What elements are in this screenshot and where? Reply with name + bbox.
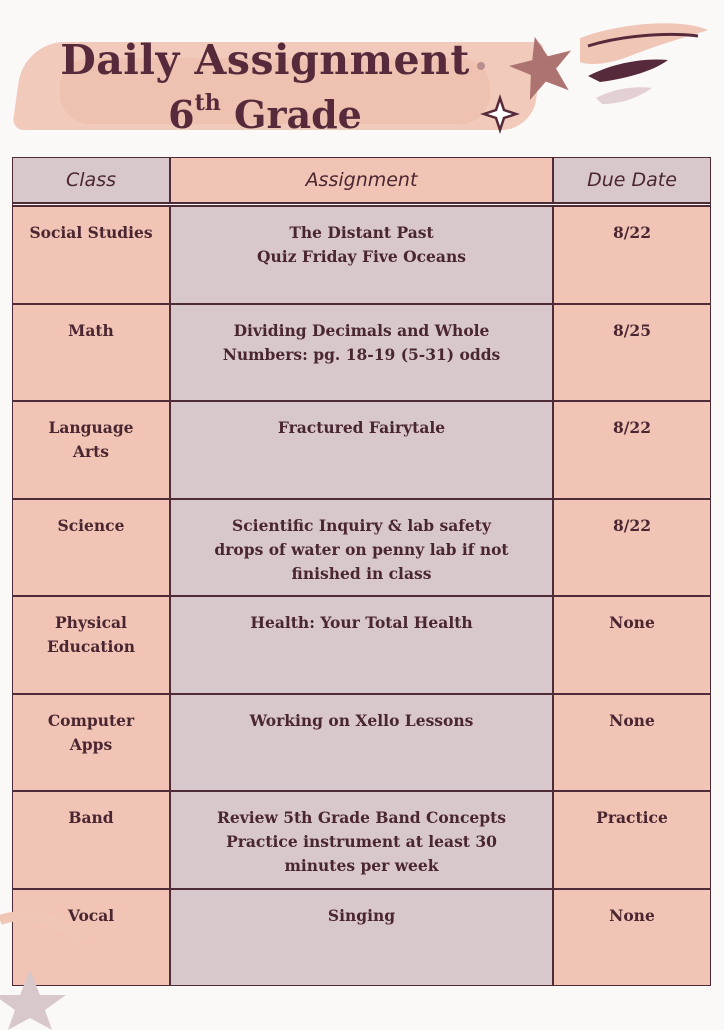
assignment-line: Practice instrument at least 30 — [226, 832, 497, 851]
table-row — [12, 499, 711, 597]
assignment-line: Dividing Decimals and Whole — [233, 320, 490, 340]
due-date-cell: None — [553, 889, 711, 987]
assignment-cell — [170, 401, 553, 499]
due-date-cell: None — [553, 596, 711, 694]
assignment-cell — [170, 499, 553, 597]
class-name: Science — [57, 515, 125, 535]
assignment-table — [12, 157, 711, 986]
due-date-cell: 8/22 — [553, 499, 711, 597]
grade-suffix: th — [194, 90, 221, 116]
due-date-cell: 8/22 — [553, 401, 711, 499]
table-header-row — [12, 157, 711, 203]
grade-number: 6 — [168, 92, 195, 137]
shooting-star-icon — [470, 18, 720, 138]
class-name: Physical — [55, 613, 127, 632]
grade-subtitle — [0, 92, 530, 137]
header — [0, 0, 724, 150]
class-cell — [12, 499, 170, 597]
class-name: Arts — [72, 442, 110, 461]
class-name: Education — [46, 637, 136, 656]
class-cell — [12, 694, 170, 792]
assignment-rows — [12, 206, 711, 986]
due-date-cell: Practice — [553, 791, 711, 889]
assignment-cell — [170, 206, 553, 304]
assignment-cell — [170, 596, 553, 694]
assignment-line: finished in class — [291, 563, 432, 583]
class-cell — [12, 206, 170, 304]
class-name: Math — [68, 320, 114, 340]
page-title: Daily Assignment — [60, 36, 470, 84]
table-row — [12, 304, 711, 402]
class-name: Social Studies — [29, 223, 153, 242]
class-cell — [12, 596, 170, 694]
class-name: Apps — [69, 734, 113, 754]
header-due-date: Due Date — [553, 157, 711, 203]
grade-word: Grade — [234, 92, 362, 137]
assignment-line: minutes per week — [284, 856, 439, 875]
due-date-cell: 8/22 — [553, 206, 711, 304]
assignment-line: Fractured Fairytale — [277, 418, 446, 437]
assignment-line: Health: Your Total Health — [250, 613, 473, 632]
due-date-cell: 8/25 — [553, 304, 711, 402]
header-assignment: Assignment — [170, 157, 553, 203]
table-row — [12, 791, 711, 889]
class-name: Language — [48, 418, 134, 437]
assignment-line: drops of water on penny lab if not — [214, 539, 509, 559]
assignment-cell — [170, 889, 553, 987]
assignment-cell — [170, 304, 553, 402]
table-row — [12, 206, 711, 304]
table-row — [12, 596, 711, 694]
assignment-line: Review 5th Grade Band Concepts — [216, 808, 506, 827]
table-row — [12, 401, 711, 499]
class-name: Vocal — [67, 905, 115, 925]
assignment-line: The Distant Past — [289, 223, 434, 242]
assignment-cell — [170, 791, 553, 889]
due-date-cell: None — [553, 694, 711, 792]
class-name: Computer — [47, 710, 135, 730]
class-name: Band — [68, 808, 114, 827]
assignment-line: Numbers: pg. 18-19 (5-31) odds — [222, 344, 501, 364]
assignment-cell — [170, 694, 553, 792]
class-cell — [12, 791, 170, 889]
class-cell — [12, 401, 170, 499]
assignment-line: Quiz Friday Five Oceans — [257, 247, 466, 266]
assignment-line: Working on Xello Lessons — [249, 710, 474, 730]
class-cell — [12, 304, 170, 402]
assignment-line: Scientific Inquiry & lab safety — [232, 515, 491, 535]
corner-star-decoration-icon — [0, 900, 120, 1030]
table-row — [12, 694, 711, 792]
header-class: Class — [12, 157, 170, 203]
assignment-line: Singing — [327, 905, 396, 925]
